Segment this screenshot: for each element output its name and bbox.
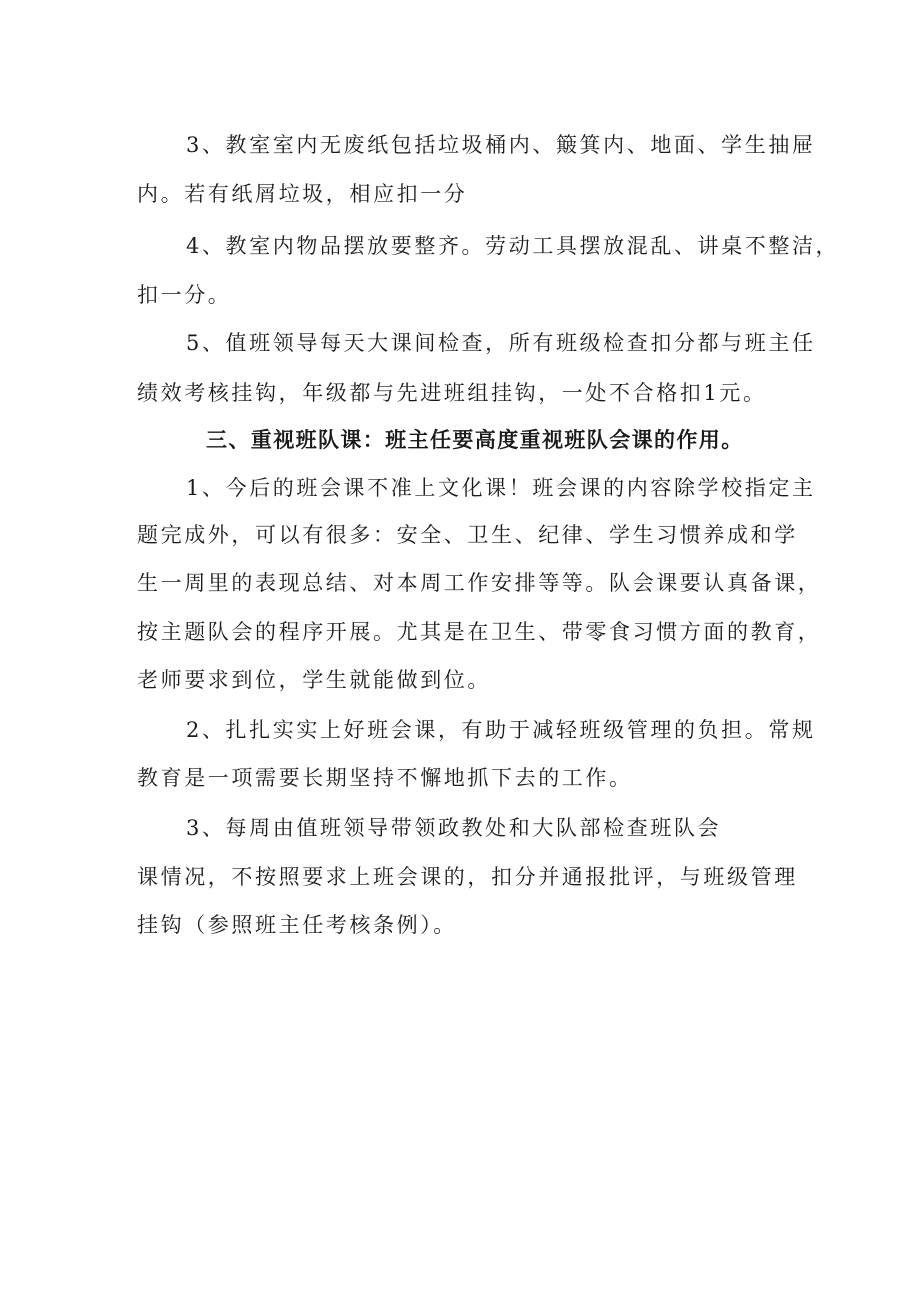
- paragraph-line: 题完成外，可以有很多：安全、卫生、纪律、学生习惯养成和学: [137, 523, 798, 547]
- paragraph-line: 教育是一项需要长期坚持不懈地抓下去的工作。: [137, 766, 633, 790]
- paragraph-line: 内。若有纸屑垃圾，相应扣一分: [137, 182, 468, 206]
- paragraph-line: 课情况，不按照要求上班会课的，扣分并通报批评，与班级管理: [137, 865, 798, 889]
- paragraph-line: 3、每周由值班领导带领政教处和大队部检查班队会: [186, 816, 722, 840]
- paragraph-line: 扣一分。: [137, 283, 232, 307]
- paragraph-line: 挂钩（参照班主任考核条例）。: [137, 913, 457, 937]
- paragraph-line: 4、教室内物品摆放要整齐。劳动工具摆放混乱、讲桌不整洁，: [186, 234, 840, 258]
- paragraph-line: 按主题队会的程序开展。尤其是在卫生、带零食习惯方面的教育，: [137, 620, 822, 644]
- paragraph-line: 3、教室室内无废纸包括垃圾桶内、簸箕内、地面、学生抽屉: [186, 133, 816, 157]
- section-heading: 三、重视班队课：班主任要高度重视班队会课的作用。: [206, 428, 744, 452]
- paragraph-line: 老师要求到位，学生就能做到位。: [137, 668, 491, 692]
- paragraph-line: 生一周里的表现总结、对本周工作安排等等。队会课要认真备课，: [137, 571, 822, 595]
- paragraph-line: 2、扎扎实实上好班会课，有助于减轻班级管理的负担。常规: [186, 718, 816, 742]
- paragraph-line: 5、值班领导每天大课间检查，所有班级检查扣分都与班主任: [186, 331, 816, 355]
- paragraph-line: 1、今后的班会课不准上文化课！班会课的内容除学校指定主: [186, 476, 816, 500]
- paragraph-line: 绩效考核挂钩，年级都与先进班组挂钩，一处不合格扣1元。: [137, 381, 767, 405]
